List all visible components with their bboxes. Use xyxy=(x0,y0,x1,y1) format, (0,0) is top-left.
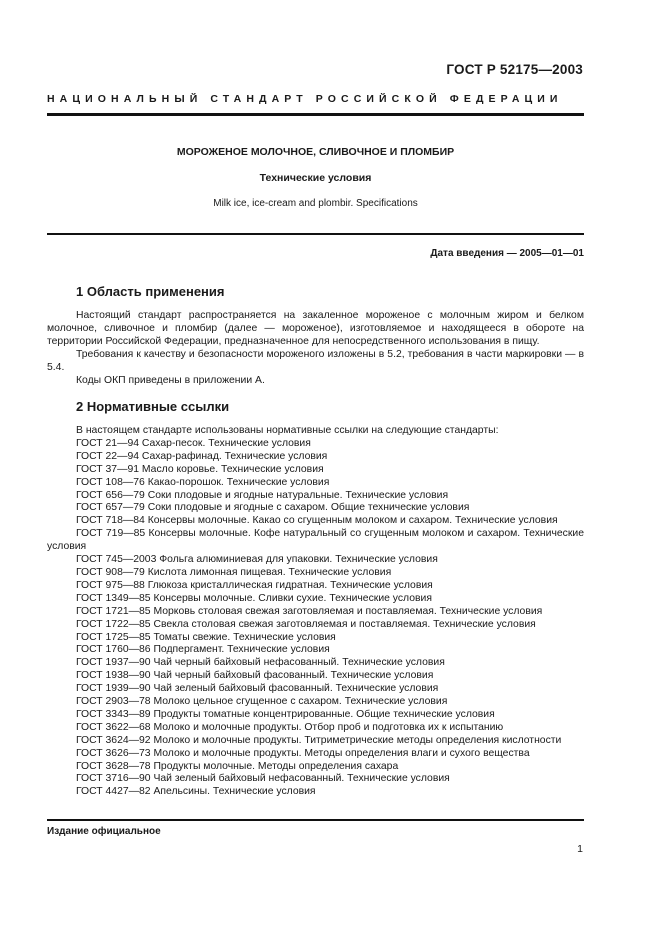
reference-item: ГОСТ 37—91 Масло коровье. Технические условия xyxy=(76,463,324,475)
reference-item: ГОСТ 1760—86 Подпергамент. Технические условия xyxy=(76,644,330,656)
section-2-heading: 2 Нормативные ссылки xyxy=(76,399,230,414)
references-intro: В настоящем стандарте использованы нормативные ссылки на следующие стандарты: xyxy=(76,425,499,436)
official-edition-label: Издание официальное xyxy=(47,826,161,837)
reference-item: ГОСТ 745—2003 Фольга алюминиевая для упаковки. Технические условия xyxy=(76,554,438,566)
reference-item: ГОСТ 3716—90 Чай зеленый байховый нефасованный. Технические условия xyxy=(76,773,450,785)
reference-item: ГОСТ 108—76 Какао-порошок. Технические условия xyxy=(76,476,330,488)
section-1-paragraph-2: Требования к качеству и безопасности мороженого изложены в 5.2, требования в части маркировки — в 5.4. xyxy=(47,349,584,373)
document-subtitle: Технические условия xyxy=(259,172,372,184)
document-title: МОРОЖЕНОЕ МОЛОЧНОЕ, СЛИВОЧНОЕ И ПЛОМБИР xyxy=(176,146,455,158)
reference-item: ГОСТ 908—79 Кислота лимонная пищевая. Технические условия xyxy=(76,566,392,578)
reference-item: ГОСТ 1938—90 Чай черный байховый фасованный. Технические условия xyxy=(76,670,434,682)
section-1-paragraph-3: Коды ОКП приведены в приложении А. xyxy=(76,375,265,386)
normative-references-list xyxy=(47,425,584,799)
reference-item: ГОСТ 719—85 Консервы молочные. Кофе натуральный со сгущенным молоком и сахаром. Технические условия xyxy=(47,528,584,553)
footer-rule xyxy=(47,819,584,821)
reference-item: ГОСТ 4427—82 Апельсины. Технические условия xyxy=(76,786,316,798)
reference-item: ГОСТ 975—88 Глюкоза кристаллическая гидратная. Технические условия xyxy=(76,579,433,591)
reference-item: ГОСТ 1725—85 Томаты свежие. Технические условия xyxy=(76,631,336,643)
gost-code: ГОСТ Р 52175—2003 xyxy=(446,62,583,77)
reference-item: ГОСТ 2903—78 Молоко цельное сгущенное с сахаром. Технические условия xyxy=(76,696,448,708)
section-1-heading: 1 Область применения xyxy=(76,284,225,299)
section-1-paragraph-1: Настоящий стандарт распространяется на закаленное мороженое с молочным жиром и белком молочное, сливочное и пломбир (далее — мороженое), изготовляемое и находящееся в обороте на территории Российской Федерации, предназначенное для непосредственного использования в пищу. xyxy=(47,310,584,347)
reference-item: ГОСТ 3626—73 Молоко и молочные продукты. Методы определения влаги и сухого вещества xyxy=(76,747,530,759)
reference-item: ГОСТ 21—94 Сахар-песок. Технические условия xyxy=(76,437,311,449)
reference-item: ГОСТ 1349—85 Консервы молочные. Сливки сухие. Технические условия xyxy=(76,592,432,604)
header-rule xyxy=(47,113,584,116)
introduction-date: Дата введения — 2005—01—01 xyxy=(430,248,584,259)
english-title: Milk ice, ice-cream and plombir. Specifications xyxy=(213,198,418,209)
reference-item: ГОСТ 1939—90 Чай зеленый байховый фасованный. Технические условия xyxy=(76,683,439,695)
title-rule xyxy=(47,233,584,235)
reference-item: ГОСТ 657—79 Соки плодовые и ягодные с сахаром. Общие технические условия xyxy=(76,502,470,514)
reference-item: ГОСТ 1722—85 Свекла столовая свежая заготовляемая и поставляемая. Технические условия xyxy=(76,618,536,630)
reference-item: ГОСТ 1721—85 Морковь столовая свежая заготовляемая и поставляемая. Технические условия xyxy=(76,605,543,617)
page-number: 1 xyxy=(577,843,583,855)
national-standard-banner: НАЦИОНАЛЬНЫЙ СТАНДАРТ РОССИЙСКОЙ ФЕДЕРАЦИИ xyxy=(47,93,563,105)
reference-item: ГОСТ 656—79 Соки плодовые и ягодные натуральные. Технические условия xyxy=(76,489,449,501)
reference-item: ГОСТ 22—94 Сахар-рафинад. Технические условия xyxy=(76,450,328,462)
reference-item: ГОСТ 3343—89 Продукты томатные концентрированные. Общие технические условия xyxy=(76,708,495,720)
reference-item: ГОСТ 718—84 Консервы молочные. Какао со сгущенным молоком и сахаром. Технические условия xyxy=(76,515,558,527)
reference-item: ГОСТ 3624—92 Молоко и молочные продукты. Титриметрические методы определения кислотности xyxy=(76,734,562,746)
reference-item: ГОСТ 3622—68 Молоко и молочные продукты. Отбор проб и подготовка их к испытанию xyxy=(76,721,504,733)
reference-item: ГОСТ 1937—90 Чай черный байховый нефасованный. Технические условия xyxy=(76,657,445,669)
reference-item: ГОСТ 3628—78 Продукты молочные. Методы определения сахара xyxy=(76,760,399,772)
